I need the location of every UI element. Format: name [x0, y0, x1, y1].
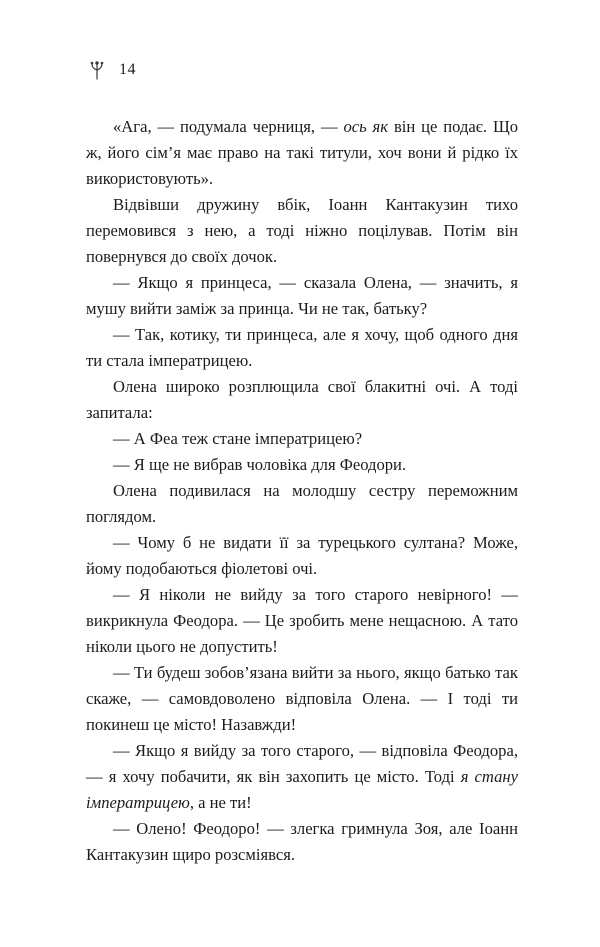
- body-text: — А Феа теж стане імператрицею?: [113, 429, 363, 448]
- body-text: — Так, котику, ти принцеса, але я хочу, щоб одного дня ти стала імператрицею.: [86, 325, 518, 370]
- body-text: — Я ще не вибрав чоловіка для Феодори.: [113, 455, 407, 474]
- paragraph: [86, 530, 518, 582]
- paragraph: [86, 478, 518, 530]
- italic-text: я стану імператрицею: [86, 767, 518, 812]
- body-text: — Якщо я вийду за того старого, — відповіла Феодора, — я хочу побачити, як він захопить це місто. Тоді: [86, 741, 518, 786]
- paragraph: [86, 374, 518, 426]
- page-number: 14: [119, 61, 136, 78]
- body-text: — Чому б не видати її за турецького султана? Може, йому подобаються фіолетові очі.: [86, 533, 518, 578]
- paragraph: [86, 582, 518, 660]
- italic-text: ось як: [343, 117, 389, 136]
- paragraph: [86, 738, 518, 816]
- paragraph: [86, 452, 518, 478]
- page-header: [86, 60, 518, 80]
- body-text: Олена широко розплющила свої блакитні очі. А тоді запитала:: [86, 377, 518, 422]
- body-text: , а не ти!: [189, 793, 252, 812]
- body-text: — Я ніколи не вийду за того старого невірного! — викрикнула Феодора. — Це зробить мене нещасною. А тато ніколи цього не допустить!: [86, 585, 518, 656]
- body-text: — Ти будеш зобов’язана вийти за нього, якщо батько так скаже, — самовдоволено відповіла Олена. — І тоді ти покинеш це місто! Назавжди!: [86, 663, 518, 734]
- body-text: — Якщо я принцеса, — сказала Олена, — значить, я мушу вийти заміж за принца. Чи не так, батьку?: [86, 273, 518, 318]
- body-text: — Олено! Феодоро! — злегка гримнула Зоя, але Іоанн Кантакузин щиро розсміявся.: [86, 819, 518, 864]
- paragraph: [86, 192, 518, 270]
- paragraph: [86, 270, 518, 322]
- sprig-ornament-icon: [88, 60, 106, 80]
- body-text: «Ага, — подумала черниця, —: [113, 117, 344, 136]
- body-text: Відвівши дружину вбік, Іоанн Кантакузин тихо перемовився з нею, а тоді ніжно поцілував. Потім він повернувся до своїх дочок.: [86, 195, 518, 266]
- paragraph: [86, 114, 518, 192]
- text-block: [86, 114, 518, 868]
- paragraph: [86, 816, 518, 868]
- body-text: Олена подивилася на молодшу сестру переможним поглядом.: [86, 481, 518, 526]
- body-text: він це подає. Що ж, його сім’я має право на такі титули, хоч вони й рідко їх використовують».: [86, 117, 519, 188]
- paragraph: [86, 660, 518, 738]
- paragraph: [86, 322, 518, 374]
- paragraph: [86, 426, 518, 452]
